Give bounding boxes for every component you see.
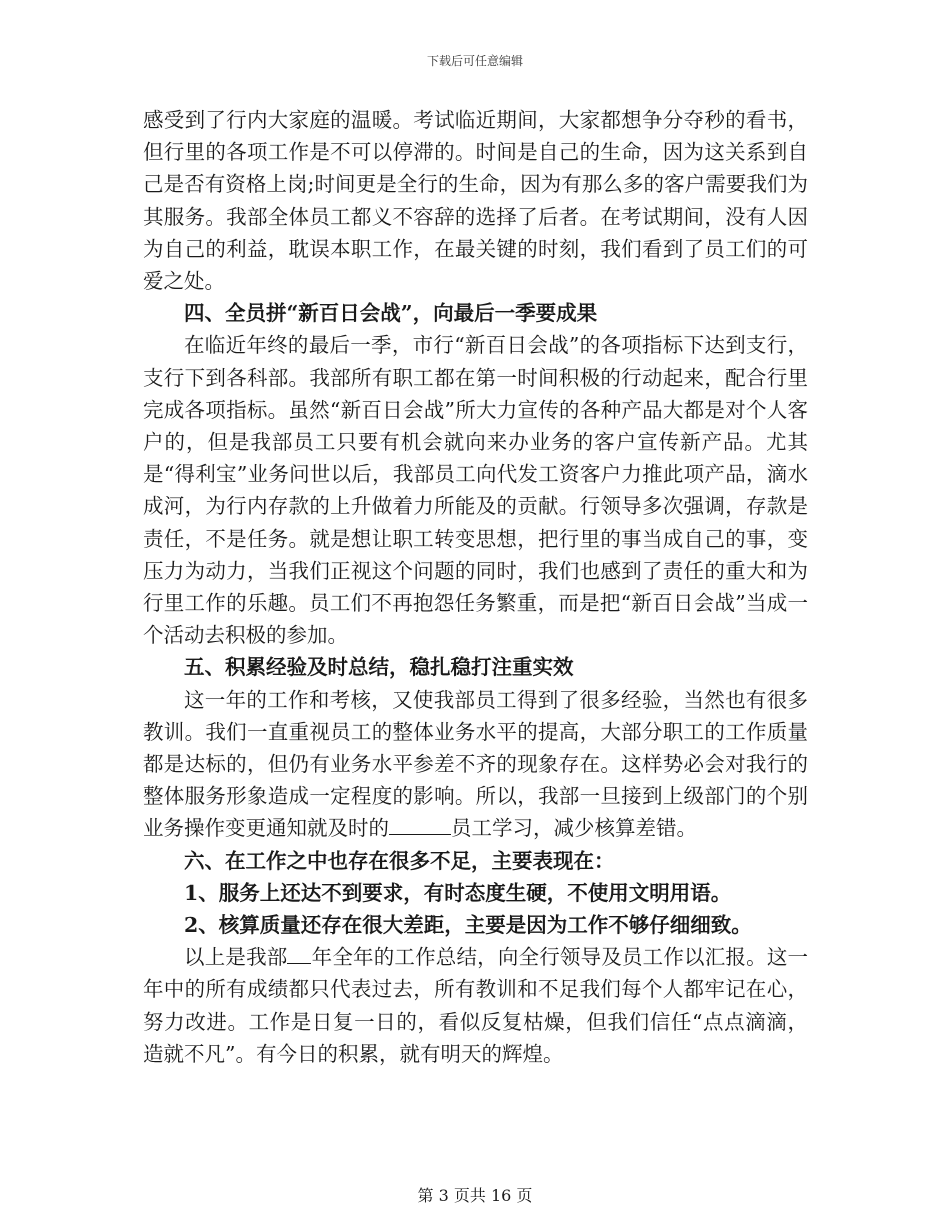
paragraph-section-5-part-2: 员工学习，减少核算差错。 (451, 816, 697, 841)
section-heading-4: 四、全员拼“新百日会战”，向最后一季要成果 (184, 301, 598, 326)
paragraph-closing (143, 941, 808, 1070)
fill-in-blank (389, 816, 451, 835)
fill-in-blank-year (287, 945, 311, 964)
section-heading-6: 六、在工作之中也存在很多不足，主要表现在： (184, 848, 615, 873)
list-item-2: 2、核算质量还存在很大差距，主要是因为工作不够仔细细致。 (184, 913, 752, 938)
paragraph-closing-part-1: 以上是我部 (184, 945, 288, 970)
document-body (143, 104, 808, 1070)
paragraph-section-5-part-1: 这一年的工作和考核，又使我部员工得到了很多经验，当然也有很多教训。我们一直重视员工的整体业务水平的提高，大部分职工的工作质量都是达标的，但仍有业务水平参差不齐的现象存在。这样势必会对我行的整体服务形象造成一定程度的影响。所以，我部一旦接到上级部门的个别业务操作变更通知就及时的 (143, 687, 808, 841)
section-heading-5: 五、积累经验及时总结，稳扎稳打注重实效 (184, 655, 574, 680)
page-header-note: 下载后可任意编辑 (426, 54, 523, 68)
paragraph-closing-part-2: 年全年的工作总结，向全行领导及员工作以汇报。这一年中的所有成绩都只代表过去，所有教训和不足我们每个人都牢记在心，努力改进。工作是日复一日的，看似反复枯燥，但我们信任“点点滴滴，造就不凡”。有今日的积累，就有明天的辉煌。 (143, 945, 809, 1066)
paragraph-section-5 (143, 684, 808, 845)
paragraph-continuation: 感受到了行内大家庭的温暖。考试临近期间，大家都想争分夺秒的看书，但行里的各项工作是不可以停滞的。时间是自己的生命，因为这关系到自己是否有资格上岗;时间更是全行的生命，因为有那么多的客户需要我们为其服务。我部全体员工都义不容辞的选择了后者。在考试期间，没有人因为自己的利益，耽误本职工作，在最关键的时刻，我们看到了员工们的可爱之处。 (143, 108, 808, 294)
list-item-1: 1、服务上还达不到要求，有时态度生硬，不使用文明用语。 (184, 880, 732, 905)
page-number: 第 3 页共 16 页 (417, 1186, 533, 1205)
paragraph-section-4: 在临近年终的最后一季，市行“新百日会战”的各项指标下达到支行，支行下到各科部。我部所有职工都在第一时间积极的行动起来，配合行里完成各项指标。虽然“新百日会战”所大力宣传的各种产品大都是对个人客户的，但是我部员工只要有机会就向来办业务的客户宣传新产品。尤其是“得利宝”业务问世以后，我部员工向代发工资客户力推此项产品，滴水成河，为行内存款的上升做着力所能及的贡献。行领导多次强调，存款是责任，不是任务。就是想让职工转变思想，把行里的事当成自己的事，变压力为动力，当我们正视这个问题的同时，我们也感到了责任的重大和为行里工作的乐趣。员工们不再抱怨任务繁重，而是把“新百日会战”当成一个活动去积极的参加。 (143, 333, 808, 648)
